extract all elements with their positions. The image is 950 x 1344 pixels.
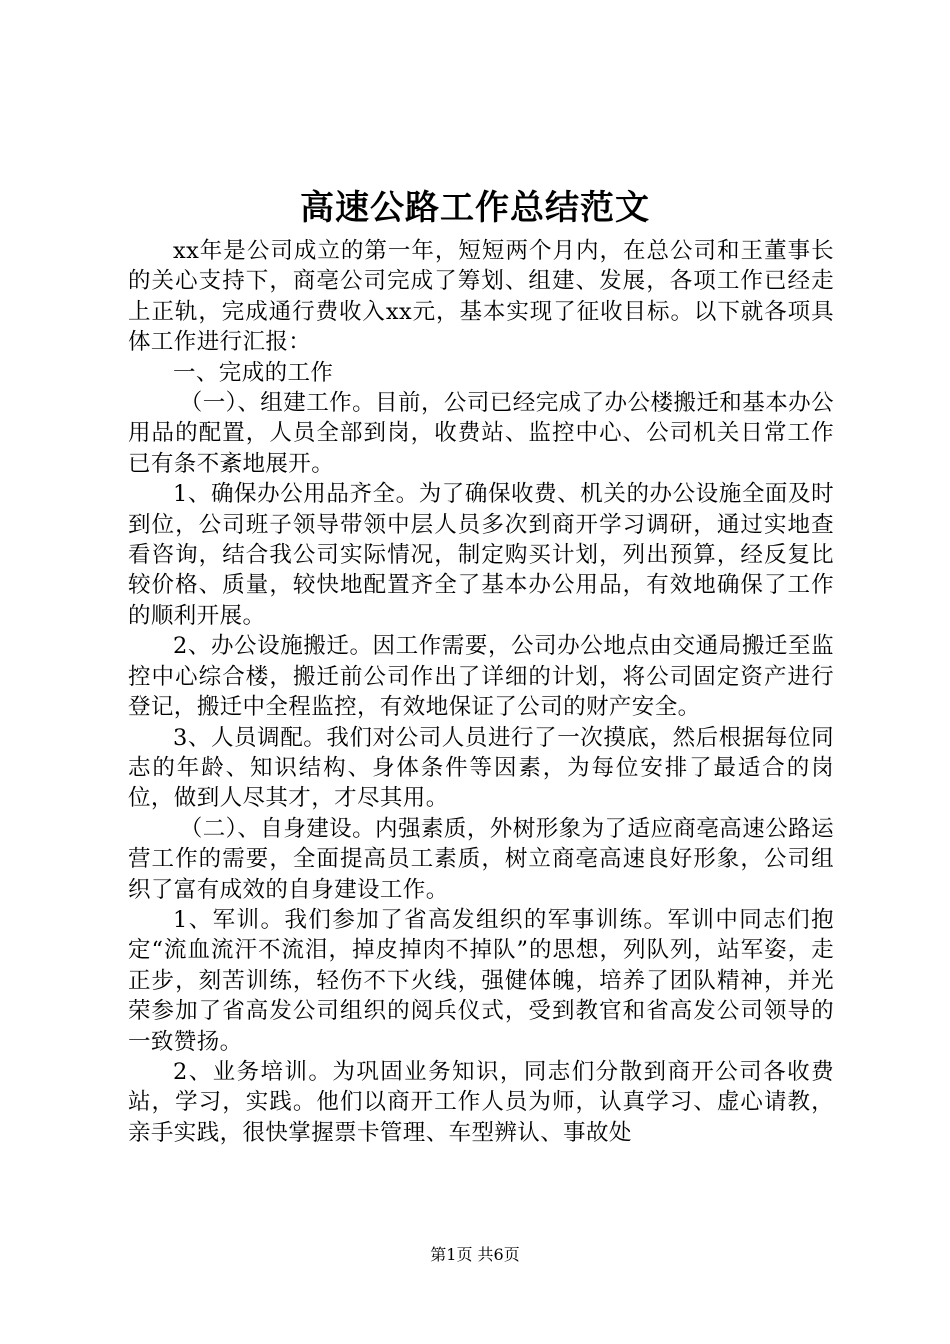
paragraph-item: 2、业务培训。为巩固业务知识，同志们分散到商开公司各收费站，学习，实践。他们以商开工作人员为师，认真学习、虚心请教，亲手实践，很快掌握票卡管理、车型辨认、事故处 (128, 1058, 834, 1146)
paragraph-item: 2、办公设施搬迁。因工作需要，公司办公地点由交通局搬迁至监控中心综合楼，搬迁前公司作出了详细的计划，将公司固定资产进行登记，搬迁中全程监控，有效地保证了公司的财产安全。 (128, 633, 834, 721)
document-body (128, 236, 834, 1148)
document-title: 高速公路工作总结范文 (300, 188, 650, 228)
paragraph-item: 1、确保办公用品齐全。为了确保收费、机关的办公设施全面及时到位，公司班子领导带领中层人员多次到商开学习调研，通过实地查看咨询，结合我公司实际情况，制定购买计划，列出预算，经反复比较价格、质量，较快地配置齐全了基本办公用品，有效地确保了工作的顺利开展。 (128, 481, 834, 629)
paragraph-item: 1、军训。我们参加了省高发组织的军事训练。军训中同志们抱定“流血流汗不流泪，掉皮掉肉不掉队”的思想，列队列，站军姿，走正步，刻苦训练，轻伤不下火线，强健体魄，培养了团队精神，并光荣参加了省高发公司组织的阅兵仪式，受到教官和省高发公司领导的一致赞扬。 (128, 906, 834, 1055)
paragraph-item: 3、人员调配。我们对公司人员进行了一次摸底，然后根据每位同志的年龄、知识结构、身体条件等因素，为每位安排了最适合的岗位，做到人尽其才，才尽其用。 (128, 724, 834, 812)
paragraph-subsection-2: （二）、自身建设。内强素质，外树形象为了适应商亳高速公路运营工作的需要，全面提高员工素质，树立商亳高速良好形象，公司组织了富有成效的自身建设工作。 (128, 815, 834, 903)
paragraph-intro: xx年是公司成立的第一年，短短两个月内，在总公司和王董事长的关心支持下，商亳公司完成了筹划、组建、发展，各项工作已经走上正轨，完成通行费收入xx元，基本实现了征收目标。以下就各项具体工作进行汇报： (128, 238, 834, 356)
section-heading: 一、完成的工作 (173, 359, 334, 386)
page-number: 第1页 共6页 (430, 1245, 520, 1264)
paragraph-subsection-1: （一）、组建工作。目前，公司已经完成了办公楼搬迁和基本办公用品的配置，人员全部到岗，收费站、监控中心、公司机关日常工作已有条不紊地展开。 (128, 390, 834, 477)
